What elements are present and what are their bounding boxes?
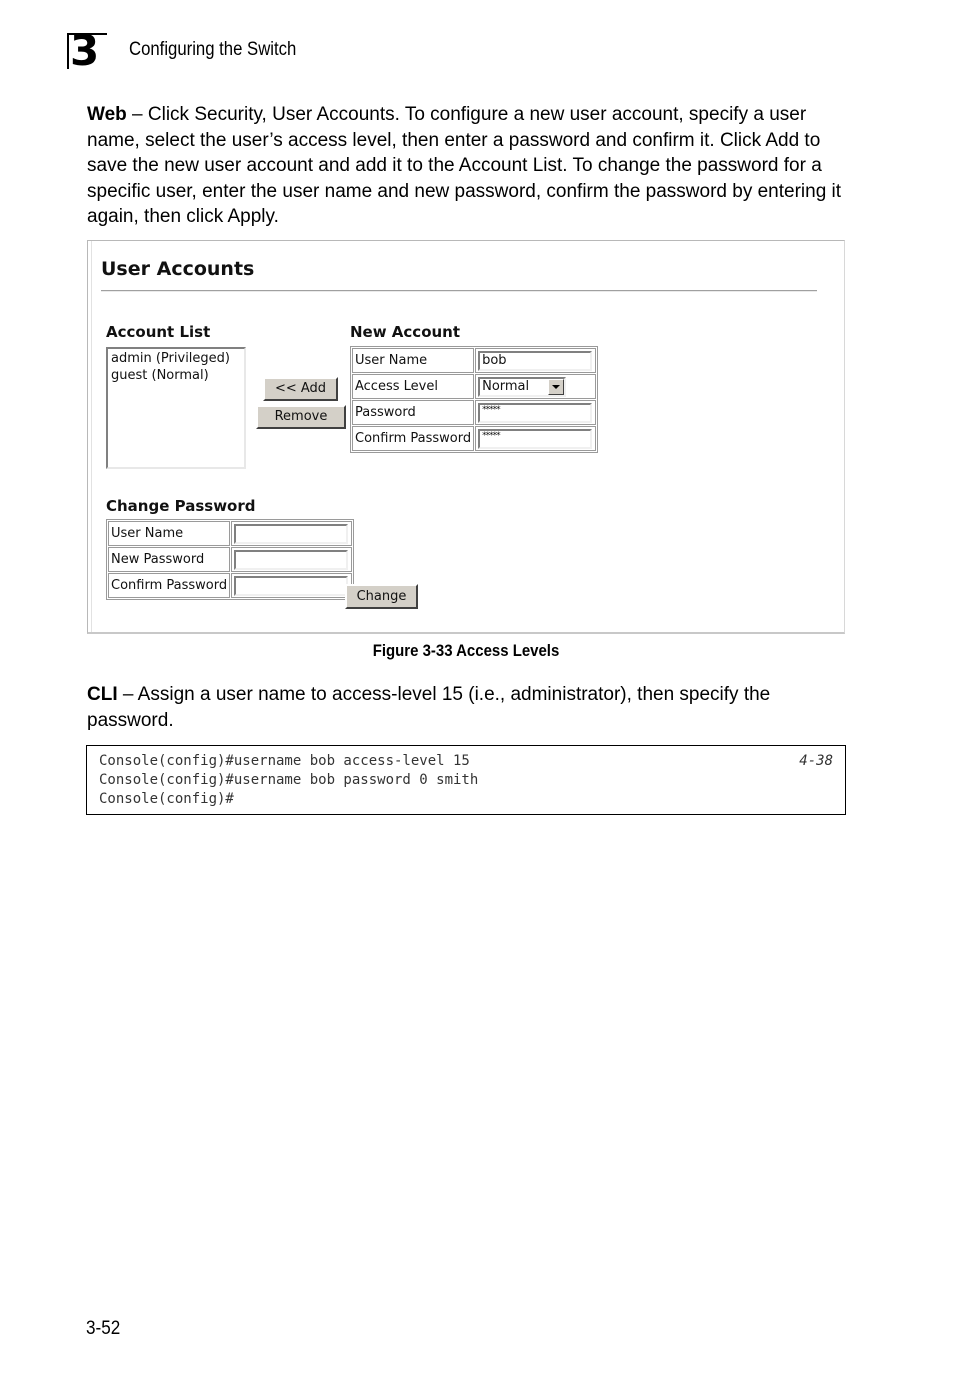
access-level-select[interactable] (478, 377, 566, 397)
new-password-label: New Password (108, 547, 230, 572)
change-password-label: Change Password (106, 497, 256, 515)
page-number: 3-52 (86, 1318, 121, 1339)
change-password-form (106, 519, 354, 600)
account-listbox[interactable] (106, 347, 246, 469)
new-password-input[interactable] (234, 550, 348, 570)
title-divider (101, 290, 817, 292)
remove-button[interactable]: Remove (256, 405, 346, 429)
cli-instructions (87, 682, 857, 733)
confirm-password-input[interactable]: ***** (478, 429, 592, 449)
web-instructions (87, 102, 857, 230)
code-line: Console(config)# (99, 791, 234, 807)
password-input[interactable]: ***** (478, 403, 592, 423)
cli-text: – Assign a user name to access-level 15 (i.e., administrator), then specify the password. (87, 684, 771, 731)
figure-caption: Figure 3-33 Access Levels (372, 641, 560, 660)
new-user-name-label: User Name (352, 348, 474, 373)
command-reference: 4-38 (799, 753, 833, 769)
user-accounts-screenshot (87, 240, 845, 634)
new-account-label: New Account (350, 323, 461, 341)
account-list-item[interactable]: admin (Privileged) (111, 351, 230, 366)
chevron-down-icon[interactable] (548, 379, 564, 395)
code-line: Console(config)#username bob password 0 smith (99, 772, 479, 788)
change-confirm-password-input[interactable] (234, 576, 348, 596)
confirm-password-label: Confirm Password (352, 426, 474, 451)
web-text: – Click Security, User Accounts. To configure a new user account, specify a user name, select the user’s access level, then enter a password and confirm it. Click Add to save the new user account and add it to the Account List. To change the password for a specific user, enter the user name and new password, confirm the password by entering it again, then click Apply. (87, 104, 842, 227)
web-lead: Web (87, 104, 127, 125)
password-label: Password (352, 400, 474, 425)
account-list-item[interactable]: guest (Normal) (111, 368, 209, 383)
code-line: Console(config)#username bob access-level 15 4-38 (99, 753, 833, 769)
page-title: User Accounts (101, 258, 255, 280)
change-user-name-input[interactable] (234, 524, 348, 544)
cli-code-block (86, 745, 846, 815)
change-confirm-password-label: Confirm Password (108, 573, 230, 598)
change-user-name-label: User Name (108, 521, 230, 546)
new-user-name-input[interactable]: bob (478, 351, 592, 371)
add-button[interactable]: << Add (263, 377, 338, 401)
cli-lead: CLI (87, 684, 118, 705)
access-level-value: Normal (482, 378, 530, 394)
frame-edge (88, 241, 92, 632)
access-level-label: Access Level (352, 374, 474, 399)
new-account-form (350, 346, 598, 453)
chapter-number: 3 (70, 26, 100, 75)
change-button[interactable]: Change (345, 584, 418, 609)
account-list-label: Account List (106, 323, 211, 341)
running-header: Configuring the Switch (129, 39, 297, 60)
